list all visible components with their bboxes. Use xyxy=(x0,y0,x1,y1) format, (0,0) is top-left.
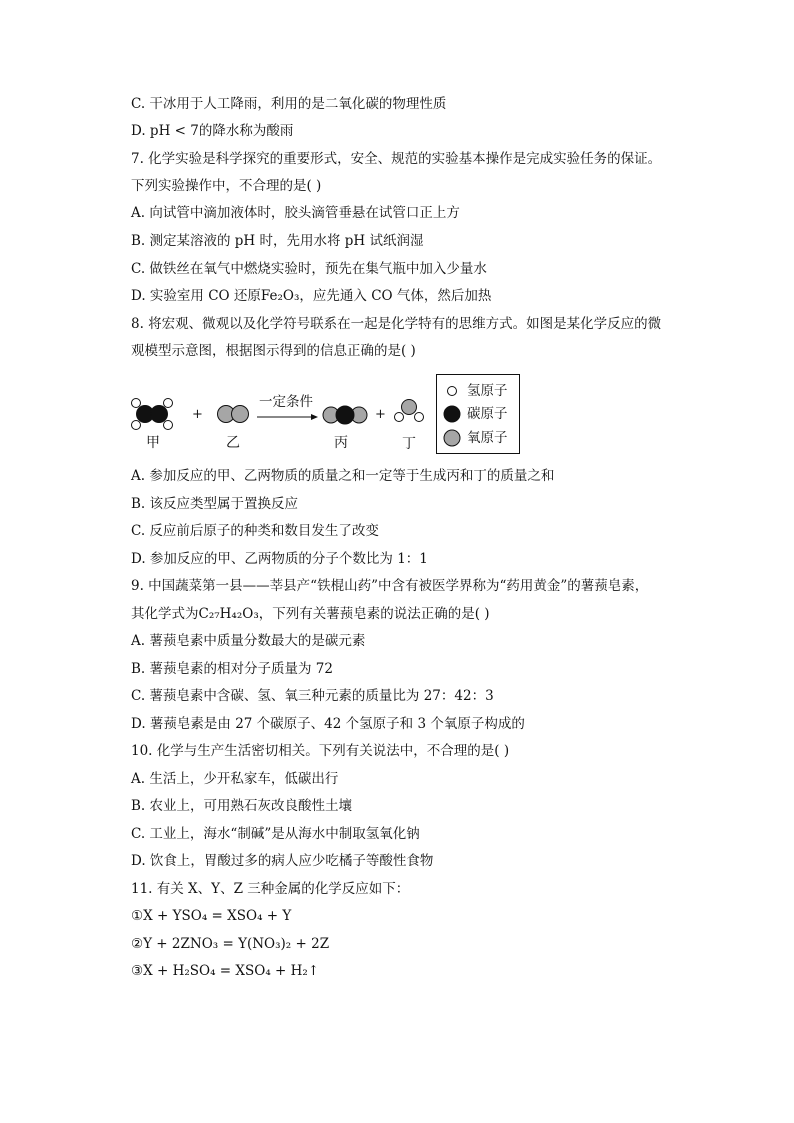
question-10-stem: 10. 化学与生产生活密切相关。下列有关说法中，不合理的是( ) xyxy=(131,743,510,759)
option-6c: C. 干冰用于人工降雨，利用的是二氧化碳的物理性质 xyxy=(131,96,447,112)
option-9a: A. 薯蓣皂素中质量分数最大的是碳元素 xyxy=(131,633,366,649)
reaction-equation-1: ①X + YSO₄ = XSO₄ + Y xyxy=(131,908,292,924)
reaction-equation-3: ③X + H₂SO₄ = XSO₄ + H₂↑ xyxy=(131,963,320,979)
label-bing: 丙 xyxy=(334,435,348,451)
option-10d: D. 饮食上，胃酸过多的病人应少吃橘子等酸性食物 xyxy=(131,853,434,869)
question-9-stem-2: 其化学式为C₂₇H₄₂O₃，下列有关薯蓣皂素的说法正确的是( ) xyxy=(131,606,490,622)
question-9-stem: 9. 中国蔬菜第一县——莘县产“铁棍山药”中含有被医学界称为“药用黄金”的薯蓣皂素， xyxy=(131,578,649,594)
option-10c: C. 工业上，海水“制碱”是从海水中制取氢氧化钠 xyxy=(131,826,420,842)
option-8b: B. 该反应类型属于置换反应 xyxy=(131,496,299,512)
molecule-ding xyxy=(395,400,424,422)
hydrogen-atom-icon xyxy=(443,380,465,402)
legend-hydrogen-label: 氢原子 xyxy=(467,383,508,399)
question-7-stem: 7. 化学实验是科学探究的重要形式，安全、规范的实验基本操作是完成实验任务的保证。 xyxy=(131,151,662,167)
reaction-equation-2: ②Y + 2ZNO₃ = Y(NO₃)₂ + 2Z xyxy=(131,936,330,952)
question-7-stem-2: 下列实验操作中，不合理的是( ) xyxy=(131,178,322,194)
option-7d: D. 实验室用 CO 还原Fe₂O₃，应先通入 CO 气体，然后加热 xyxy=(131,288,492,304)
option-6d: D. pH < 7的降水称为酸雨 xyxy=(131,123,294,139)
atom-legend xyxy=(436,374,520,454)
carbon-atom-icon xyxy=(443,403,465,425)
question-8-stem-2: 观模型示意图，根据图示得到的信息正确的是( ) xyxy=(131,343,416,359)
molecule-bing xyxy=(323,406,367,424)
option-9b: B. 薯蓣皂素的相对分子质量为 72 xyxy=(131,661,333,677)
option-8a: A. 参加反应的甲、乙两物质的质量之和一定等于生成丙和丁的质量之和 xyxy=(131,468,555,484)
molecule-yi xyxy=(218,406,249,423)
reaction-condition: 一定条件 xyxy=(259,394,313,410)
option-9d: D. 薯蓣皂素是由 27 个碳原子、42 个氢原子和 3 个氧原子构成的 xyxy=(131,716,525,732)
label-yi: 乙 xyxy=(226,435,240,451)
reaction-arrow xyxy=(257,414,318,420)
option-7b: B. 测定某溶液的 pH 时，先用水将 pH 试纸润湿 xyxy=(131,233,424,249)
reaction-diagram xyxy=(128,370,528,460)
question-11-stem: 11. 有关 X、Y、Z 三种金属的化学反应如下： xyxy=(131,881,410,897)
label-ding: 丁 xyxy=(402,436,416,452)
option-7a: A. 向试管中滴加液体时，胶头滴管垂悬在试管口正上方 xyxy=(131,205,460,221)
plus-sign-2: + xyxy=(375,407,386,422)
molecule-jia xyxy=(132,399,173,430)
option-10b: B. 农业上，可用熟石灰改良酸性土壤 xyxy=(131,798,353,814)
label-jia: 甲 xyxy=(146,435,160,451)
option-7c: C. 做铁丝在氧气中燃烧实验时，预先在集气瓶中加入少量水 xyxy=(131,261,487,277)
plus-sign-1: + xyxy=(192,407,203,422)
option-8d: D. 参加反应的甲、乙两物质的分子个数比为 1：1 xyxy=(131,551,428,567)
option-9c: C. 薯蓣皂素中含碳、氢、氧三种元素的质量比为 27：42：3 xyxy=(131,688,494,704)
option-8c: C. 反应前后原子的种类和数目发生了改变 xyxy=(131,523,379,539)
option-10a: A. 生活上，少开私家车，低碳出行 xyxy=(131,771,339,787)
legend-oxygen-label: 氧原子 xyxy=(467,430,508,446)
legend-carbon-label: 碳原子 xyxy=(467,406,508,422)
oxygen-atom-icon xyxy=(443,427,465,449)
question-8-stem: 8. 将宏观、微观以及化学符号联系在一起是化学特有的思维方式。如图是某化学反应的微 xyxy=(131,316,662,332)
